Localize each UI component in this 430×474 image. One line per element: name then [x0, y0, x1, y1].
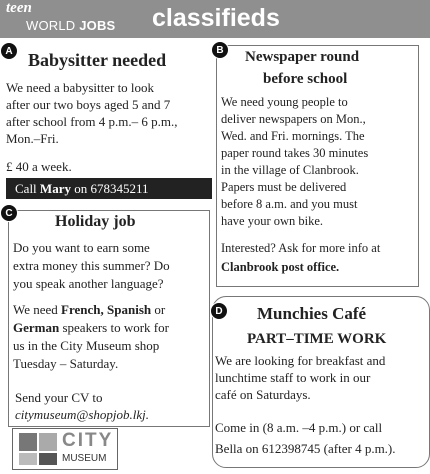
ad-d-line-1: We are looking for breakfast and	[215, 353, 386, 368]
city-museum-logo	[12, 428, 118, 470]
ad-a-line-1: We need a babysitter to look	[6, 80, 155, 95]
ad-b-line-8: have your own bike.	[221, 214, 324, 228]
ad-d-line-3: café on Saturdays.	[215, 387, 311, 402]
ad-b-interested: Interested? Ask for more info at	[221, 241, 381, 255]
ad-b-title-line2: before school	[263, 71, 348, 87]
header-banner	[0, 0, 430, 38]
ad-c-title: Holiday job	[55, 213, 136, 230]
ad-c-line-2: extra money this summer? Do	[13, 258, 170, 273]
ad-b-badge: B	[211, 41, 229, 59]
ad-a-title: Babysitter needed	[28, 50, 167, 70]
ad-b-line-7: before 8 a.m. and you must	[221, 197, 358, 211]
ad-c-need-rest: speakers to work for	[62, 320, 169, 335]
ad-c-or: or	[154, 302, 166, 317]
ad-a-call-bar	[6, 178, 212, 199]
ad-b-line-6: Papers must be delivered	[221, 180, 347, 194]
ad-d-subtitle: PART–TIME WORK	[247, 331, 387, 347]
ad-b-line-5: in the village of Clanbrook.	[221, 163, 359, 177]
header-jobs: JOBS	[79, 18, 116, 33]
ad-d-badge: D	[210, 302, 228, 320]
ad-a-line-2: after our two boys aged 5 and 7	[6, 97, 171, 112]
ad-a-call-prefix: Call	[15, 181, 37, 196]
logo-city-text: CITY	[62, 430, 114, 451]
ad-d-title: Munchies Café	[257, 304, 367, 323]
ad-d-come-2: Bella on 612398745 (after 4 p.m.).	[215, 441, 396, 456]
ad-c-need-line2	[13, 320, 169, 336]
header-world: WORLD	[26, 18, 76, 33]
ad-a-badge: A	[0, 42, 18, 60]
ad-b-office: Clanbrook post office.	[221, 260, 340, 274]
ad-a-babysitter	[2, 45, 218, 203]
header-teen: teen	[6, 0, 32, 16]
ad-b-line-1: We need young people to	[221, 95, 348, 109]
ad-c-holiday-job	[8, 210, 210, 427]
header-world-jobs	[26, 18, 115, 33]
ad-d-munchies-cafe	[212, 296, 430, 468]
ad-c-need-line4: Tuesday – Saturday.	[13, 356, 119, 371]
ad-b-line-4: paper round takes 30 minutes	[221, 146, 369, 160]
ad-d-line-2: lunchtime staff to work in our	[215, 370, 371, 385]
ad-c-line-3: you speak another language?	[13, 276, 164, 291]
ad-c-need-prefix: We need	[13, 302, 58, 317]
header-title: classifieds	[152, 4, 280, 32]
ad-c-lang-spanish: Spanish	[107, 302, 152, 317]
ad-b-line-2: deliver newspapers on Mon.,	[221, 112, 366, 126]
ad-a-line-3: after school from 4 p.m.– 6 p.m.,	[6, 114, 178, 129]
ad-a-call-number: on 678345211	[74, 181, 149, 196]
ad-c-need-line3: us in the City Museum shop	[13, 338, 160, 353]
ad-c-badge: C	[0, 204, 18, 222]
ad-c-need-line1	[13, 302, 165, 318]
ad-b-title-line1: Newspaper round	[245, 49, 360, 65]
ad-c-line-1: Do you want to earn some	[13, 240, 150, 255]
ad-a-call-name: Mary	[39, 181, 71, 196]
ad-c-cv: Send your CV to	[15, 390, 103, 405]
ad-d-come-1: Come in (8 a.m. –4 p.m.) or call	[215, 420, 383, 435]
ad-b-newspaper-round	[216, 45, 419, 287]
ad-b-line-3: Wed. and Fri. mornings. The	[221, 129, 365, 143]
ad-a-pay: £ 40 a week.	[6, 159, 72, 174]
logo-museum-text: MUSEUM	[62, 453, 107, 464]
ad-c-lang-german: German	[13, 320, 60, 335]
ad-a-line-4: Mon.–Fri.	[6, 131, 59, 146]
ad-c-lang-french: French,	[61, 302, 104, 317]
ad-c-email[interactable]: citymuseum@shopjob.lkj.	[15, 407, 149, 422]
